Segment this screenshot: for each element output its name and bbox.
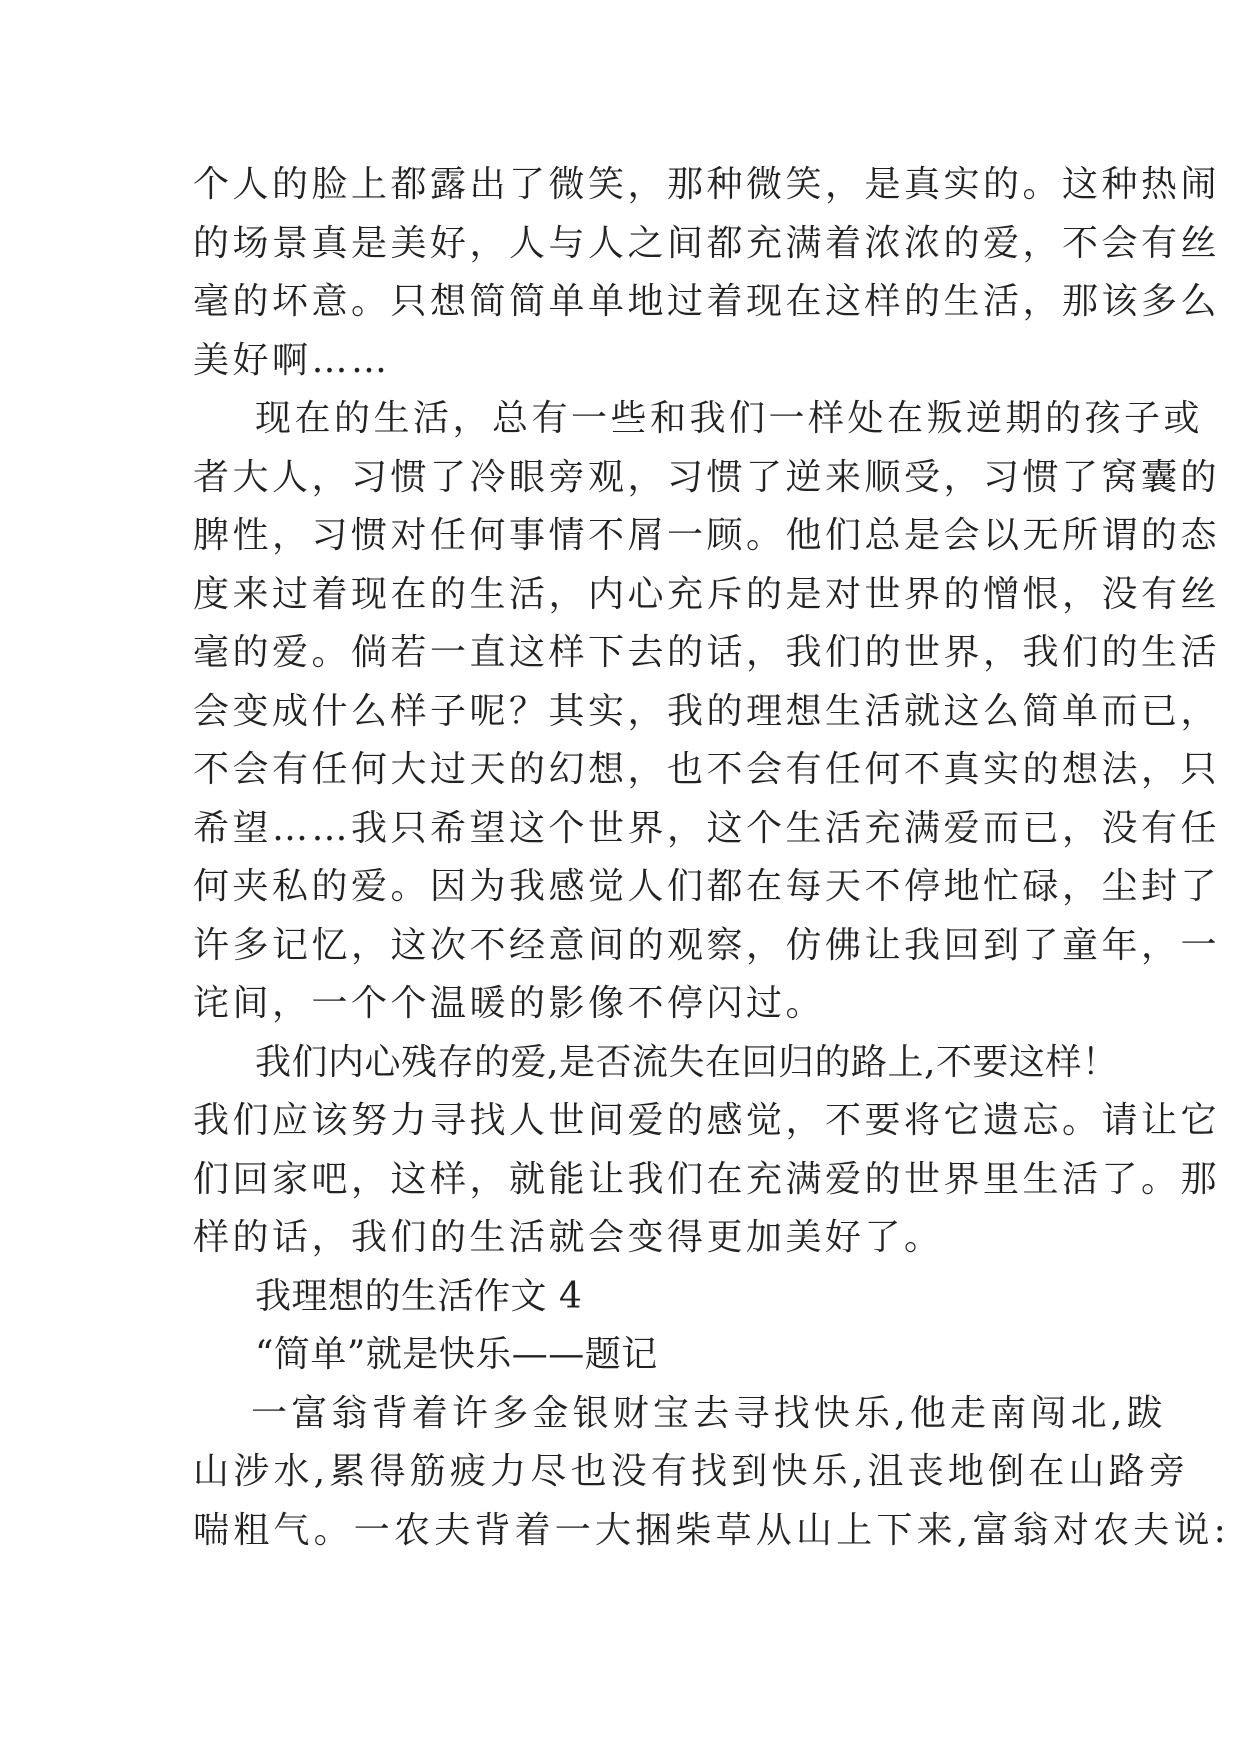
text-line: 样的话，我们的生活就会变得更加美好了。 [193,1217,944,1258]
essay-body [193,156,1230,1560]
text-line: 会变成什么样子呢？其实，我的理想生活就这么简单而已， [193,690,1221,732]
text-line: 美好啊…… [193,339,391,381]
text-line: 我们应该努力寻找人世间爱的感觉，不要将它遗忘。请让它 [193,1100,1221,1141]
section-heading: 我理想的生活作文 4 [255,1275,583,1317]
paragraph-first-line: 现在的生活，总有一些和我们一样处在叛逆期的孩子或 [255,398,1204,439]
epigraph: “简单”就是快乐——题记 [255,1334,658,1375]
text-line: 诧间，一个个温暖的影像不停闪过。 [193,983,826,1024]
text-line: 喘粗气。一农夫背着一大捆柴草从山上下来,富翁对农夫说: [193,1509,1230,1551]
paragraph-first-line: 一富翁背着许多金银财宝去寻找快乐,他走南闯北,跋 [251,1392,1167,1434]
text-line: 山涉水,累得筋疲力尽也没有找到快乐,沮丧地倒在山路旁 [193,1451,1190,1492]
text-line: 希望……我只希望这个世界，这个生活充满爱而已，没有任 [193,807,1221,849]
text-line: 的场景真是美好，人与人之间都充满着浓浓的爱，不会有丝 [193,222,1221,264]
text-line: 不会有任何大过天的幻想，也不会有任何不真实的想法，只 [193,749,1221,790]
text-line: 毫的坏意。只想简简单单地过着现在这样的生活，那该多么 [193,281,1221,322]
paragraph-first-line: 我们内心残存的爱,是否流失在回归的路上,不要这样！ [255,1041,1119,1083]
text-line: 脾性，习惯对任何事情不屑一顾。他们总是会以无所谓的态 [193,515,1221,556]
text-line: 毫的爱。倘若一直这样下去的话，我们的世界，我们的生活 [193,632,1221,673]
text-line: 们回家吧，这样，就能让我们在充满爱的世界里生活了。那 [193,1158,1221,1200]
text-line: 何夹私的爱。因为我感觉人们都在每天不停地忙碌，尘封了 [193,866,1221,907]
text-line: 个人的脸上都露出了微笑，那种微笑，是真实的。这种热闹 [193,164,1221,205]
text-line: 许多记忆，这次不经意间的观察，仿佛让我回到了童年，一 [193,924,1221,966]
text-line: 者大人，习惯了冷眼旁观，习惯了逆来顺受，习惯了窝囊的 [193,456,1221,498]
text-line: 度来过着现在的生活，内心充斥的是对世界的憎恨，没有丝 [193,573,1221,615]
